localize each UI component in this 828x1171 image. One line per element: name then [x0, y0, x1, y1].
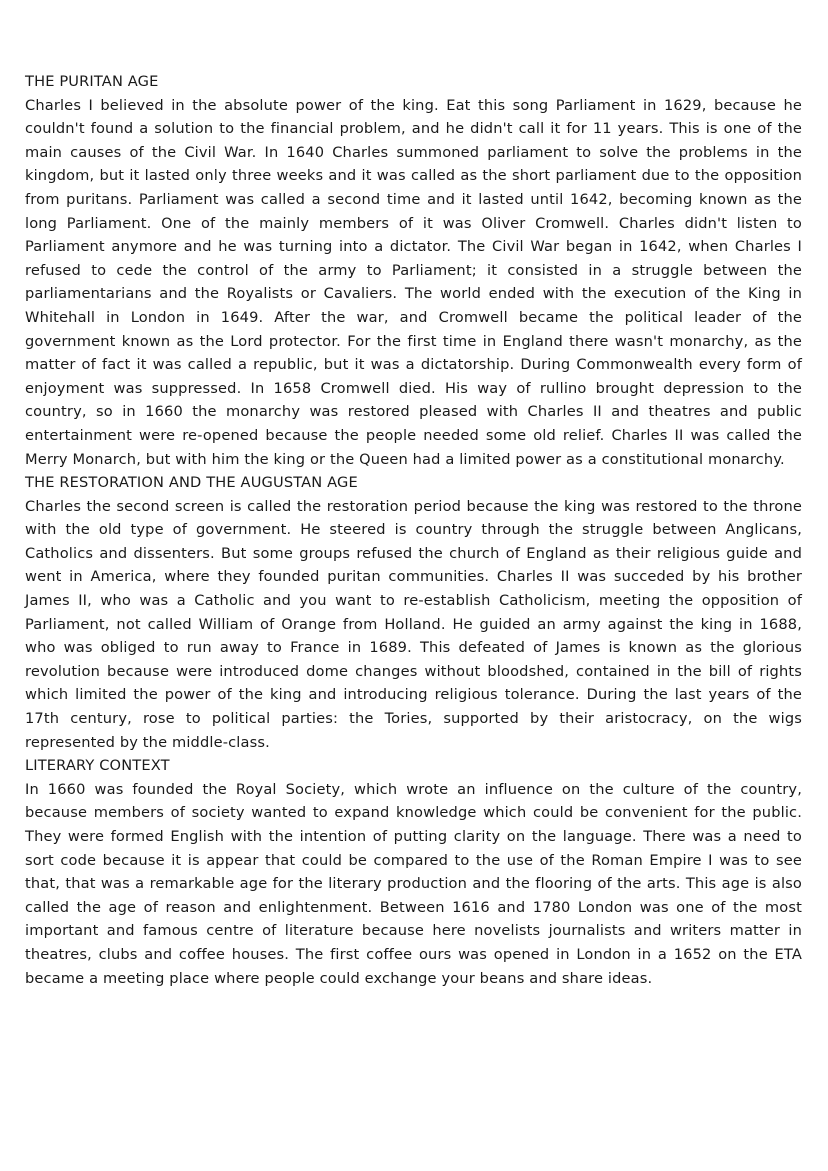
- section-paragraph: Charles the second screen is called the restoration period because the king was restored to the throne with the old type of government. He steered is country through the struggle between Anglicans, Catholics and dissenters. But some groups refused the church of England as their religious guide and went in America, where they founded puritan communities. Charles II was succeded by his brother James II, who was a Catholic and you want to re-establish Catholicism, meeting the opposition of Parliament, not called William of Orange from Holland. He guided an army against the king in 1688, who was obliged to run away to France in 1689. This defeated of James is known as the glorious revolution because were introduced dome changes without bloodshed, contained in the bill of rights which limited the power of the king and introducing religious tolerance. During the last years of the 17th century, rose to political parties: the Tories, supported by their aristocracy, on the wigs represented by the middle-class.: [25, 497, 802, 751]
- section-restoration-augustan-age: [25, 471, 802, 754]
- section-paragraph: Charles I believed in the absolute power of the king. Eat this song Parliament in 1629, because he couldn't found a solution to the financial problem, and he didn't call it for 11 years. This is one of the main causes of the Civil War. In 1640 Charles summoned parliament to solve the problems in the kingdom, but it lasted only three weeks and it was called as the short parliament due to the opposition from puritans. Parliament was called a second time and it lasted until 1642, becoming known as the long Parliament. One of the mainly members of it was Oliver Cromwell. Charles didn't listen to Parliament anymore and he was turning into a dictator. The Civil War began in 1642, when Charles I refused to cede the control of the army to Parliament; it consisted in a struggle between the parliamentarians and the Royalists or Cavaliers. The world ended with the execution of the King in Whitehall in London in 1649. After the war, and Cromwell became the political leader of the government known as the Lord protector. For the first time in England there wasn't monarchy, as the matter of fact it was called a republic, but it was a dictatorship. During Commonwealth every form of enjoyment was suppressed. In 1658 Cromwell died. His way of rullino brought depression to the country, so in 1660 the monarchy was restored pleased with Charles II and theatres and public entertainment were re-opened because the people needed some old relief. Charles II was called the Merry Monarch, but with him the king or the Queen had a limited power as a constitutional monarchy.: [25, 96, 802, 468]
- section-heading: LITERARY CONTEXT: [25, 757, 170, 775]
- section-paragraph: In 1660 was founded the Royal Society, which wrote an influence on the culture of the country, because members of society wanted to expand knowledge which could be convenient for the public. They were formed English with the intention of putting clarity on the language. There was a need to sort code because it is appear that could be compared to the use of the Roman Empire I was to see that, that was a remarkable age for the literary production and the flooring of the arts. This age is also called the age of reason and enlightenment. Between 1616 and 1780 London was one of the most important and famous centre of literature because here novelists journalists and writers matter in theatres, clubs and coffee houses. The first coffee ours was opened in London in a 1652 on the ETA became a meeting place where people could exchange your beans and share ideas.: [25, 780, 802, 987]
- section-heading: THE PURITAN AGE: [25, 73, 159, 90]
- section-literary-context: [25, 754, 802, 990]
- document-page: [25, 70, 802, 990]
- section-puritan-age: [25, 70, 802, 471]
- section-heading: THE RESTORATION AND THE AUGUSTAN AGE: [25, 474, 358, 492]
